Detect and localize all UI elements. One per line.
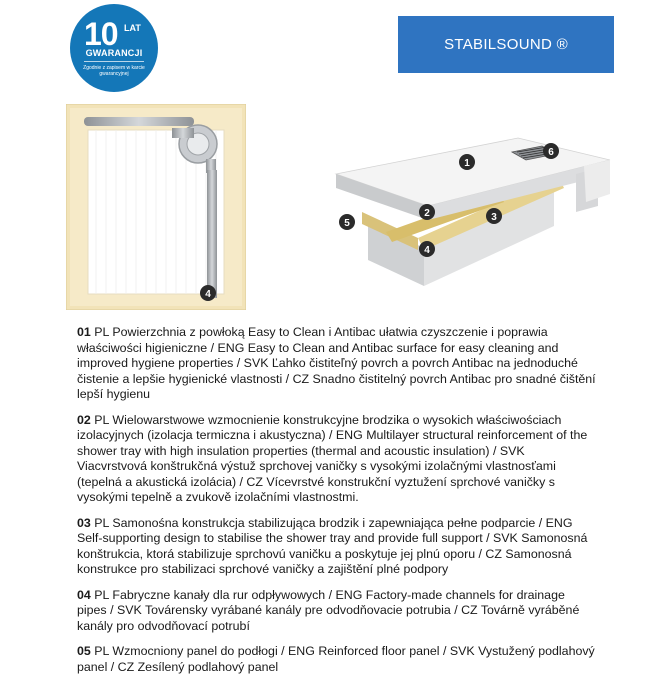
feature-list (77, 325, 597, 685)
feature-number: 03 (77, 515, 91, 530)
feature-01 (77, 325, 597, 403)
feature-number: 05 (77, 644, 91, 658)
warranty-badge (70, 4, 158, 92)
tray-marker-4: 4 (205, 289, 211, 300)
feature-text: PL Wielowarstwowe wzmocnienie konstrukcyjne brodzika o wysokich właściwościach izolacyjnych (izolacja termiczna i akustyczna) / ENG Multilayer structural reinforcement of the shower tray with high insulation properties (thermal and acoustic insulation) / SVK Viacvrstvová konštrukčná výstuž sprchovej vaničky s vysokými izolačnými vlastnosťami (tepelná a akustická izolácia) / CZ Vícevrstvé konstrukční vyztužení sprchové vaničky s vysokými tepelně a zvukově izolačními vlastnostmi. (77, 412, 588, 504)
model-marker-2: 2 (424, 208, 430, 219)
warranty-label: GWARANCJI (85, 48, 143, 58)
feature-04 (77, 588, 597, 635)
feature-text: PL Samonośna konstrukcja stabilizująca brodzik i zapewniająca pełne podparcie / ENG Self-supporting design to stabilise the shower tray and provide full support / SVK Samonosná konštrukcia, ktorá stabilizuje sprchovú vaničku a poskytuje jej plnú oporu / CZ Samonosná konstrukce pro stabilizaci sprchové vaničky a zajištění plné podpory (77, 515, 588, 576)
feature-number: 04 (77, 587, 91, 602)
brand-name: STABILSOUND ® (444, 36, 568, 53)
tray-3d-cutaway-image (328, 136, 620, 294)
feature-number: 01 (77, 325, 91, 339)
warranty-years: 10 (84, 16, 118, 52)
feature-text: PL Fabryczne kanały dla rur odpływowych / ENG Factory-made channels for drainage pipes / SVK Továrensky vyrábané kanály pre odvodňovacie potrubia / CZ Továrně vyráběné kanály pro odvodňovací potrubí (77, 587, 580, 633)
badge-divider (84, 61, 144, 62)
feature-05 (77, 644, 597, 675)
warranty-lat: LAT (124, 23, 141, 33)
feature-number: 02 (77, 412, 91, 427)
model-marker-6: 6 (548, 147, 554, 158)
model-marker-5: 5 (344, 218, 350, 229)
feature-text: PL Powierzchnia z powłoką Easy to Clean i Antibac ułatwia czyszczenie i poprawia właściwości higieniczne / ENG Easy to Clean and Antibac surface for easy cleaning and improved hygiene properties / SVK Ľahko čistiteľný povrch a povrch Antibac na jednoduché čistenie a lepšie hygienické vlastnosti / CZ Snadno čistitelný povrch Antibac pro snadné čištění lepší hygienu (77, 325, 596, 401)
tray-top-view-image (66, 104, 246, 310)
model-marker-3: 3 (491, 212, 497, 223)
feature-03 (77, 516, 597, 578)
feature-02 (77, 413, 597, 506)
model-marker-4: 4 (424, 245, 430, 256)
feature-text: PL Wzmocniony panel do podłogi / ENG Reinforced floor panel / SVK Vystužený podlahový panel / CZ Zesílený podlahový panel (77, 644, 595, 674)
model-marker-1: 1 (464, 158, 470, 169)
brand-box (398, 16, 614, 73)
warranty-note: Zgodnie z zapisem w karcie gwarancyjnej (83, 65, 145, 77)
